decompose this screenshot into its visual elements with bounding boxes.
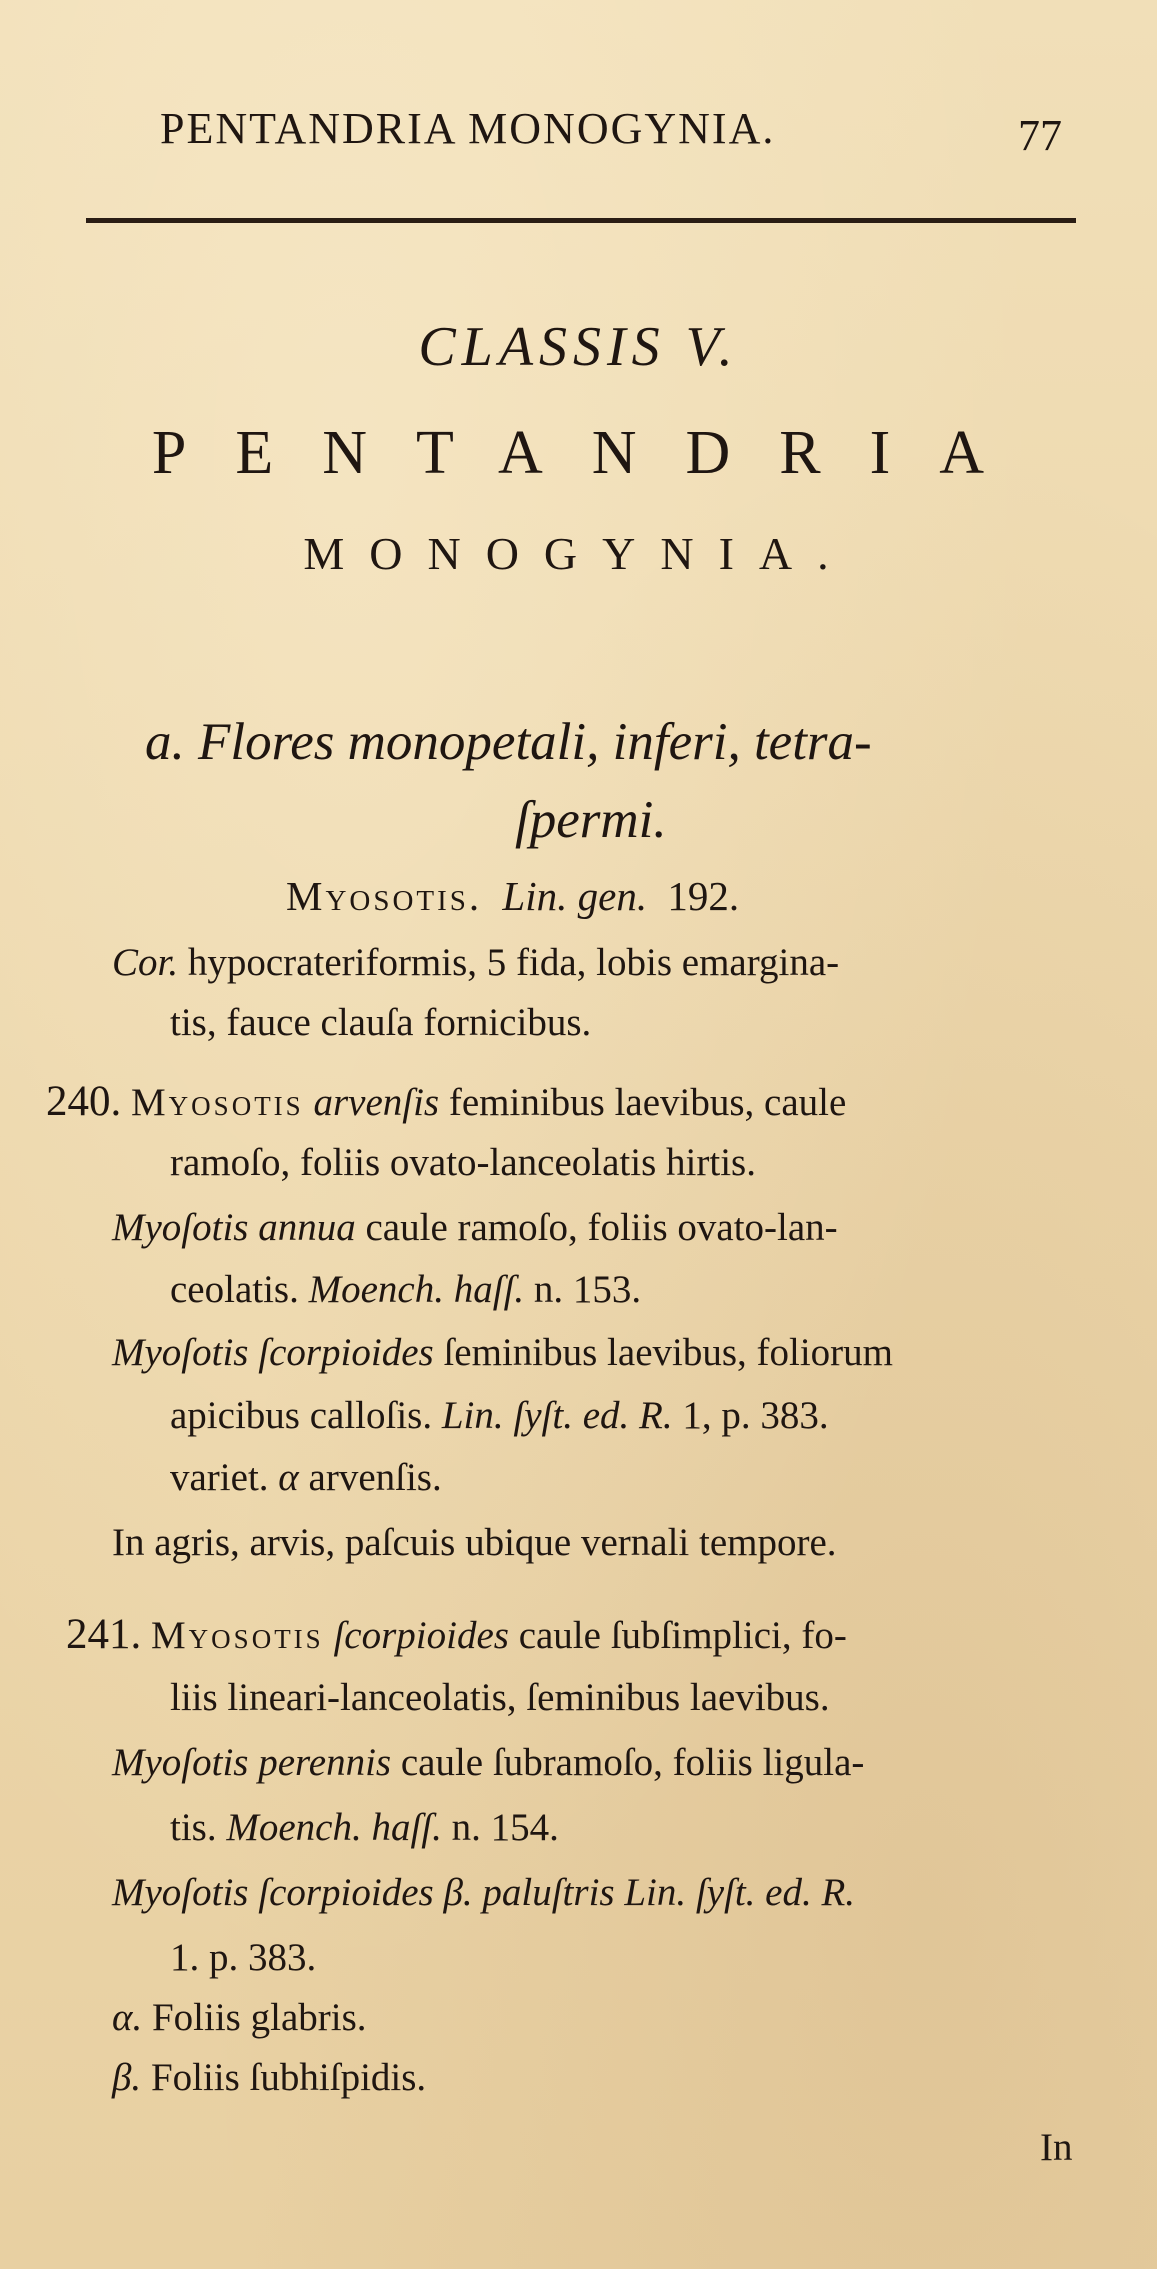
- entry-number: 240.: [46, 1078, 122, 1125]
- variety-letter: β.: [112, 2056, 142, 2099]
- order-name: MONOGYNIA.: [303, 528, 854, 579]
- entry-line: [112, 1205, 838, 1250]
- reference-number: n. 154.: [441, 1806, 559, 1849]
- variety-letter: α: [278, 1456, 299, 1499]
- page-number: 77: [1018, 111, 1062, 160]
- line-text: tis.: [170, 1806, 227, 1849]
- reference-number: 1, p. 383.: [672, 1394, 829, 1437]
- class-heading: CLASSIS V.: [418, 316, 739, 378]
- catchword: In: [1040, 2126, 1073, 2169]
- entry-241-header: [66, 1610, 847, 1659]
- section-heading-line1: a. Flores monopetali, inferi, tetra-: [145, 713, 872, 771]
- synonym-name: Myoſotis ſcorpioides β. paluſtris Lin. ſyſt. ed. R.: [112, 1871, 856, 1914]
- entry-line: [170, 1393, 829, 1438]
- line-text: ceolatis.: [170, 1268, 309, 1311]
- entry-line: [112, 1740, 864, 1785]
- reference-author: Moench. haſſ.: [226, 1806, 442, 1849]
- synonym-text: ſeminibus laevibus, foliorum: [433, 1331, 893, 1374]
- entry-240-header: [46, 1077, 846, 1126]
- genus-heading: [286, 872, 739, 920]
- variety-beta-line: [112, 2055, 426, 2100]
- variety-name: arvenſis.: [298, 1456, 442, 1499]
- variety-text: Foliis ſubhiſpidis.: [141, 2056, 427, 2099]
- synonym-name: Myoſotis ſcorpioides: [112, 1331, 434, 1374]
- entry-number: 241.: [66, 1611, 142, 1658]
- reference-number: n. 153.: [524, 1268, 642, 1311]
- entry-genus: Myosotis: [151, 1614, 324, 1657]
- genus-description-line2: tis, fauce clauſa fornicibus.: [170, 1001, 592, 1044]
- synonym-name: Myoſotis annua: [112, 1206, 356, 1249]
- entry-genus: Myosotis: [131, 1081, 304, 1124]
- synonym-text: caule ramoſo, foliis ovato-lan-: [355, 1206, 838, 1249]
- corolla-text: hypocrateriformis, 5 fida, lobis emargina-: [187, 941, 840, 984]
- variety-text: Foliis glabris.: [142, 1996, 367, 2039]
- entry-line: [112, 1330, 893, 1375]
- line-text: variet.: [170, 1456, 279, 1499]
- genus-name: Myosotis.: [286, 873, 483, 919]
- entry-line: ramoſo, foliis ovato-lanceolatis hirtis.: [170, 1141, 756, 1184]
- class-name: PENTANDRIA: [151, 419, 1034, 487]
- entry-species: ſcorpioides: [333, 1614, 509, 1657]
- running-head: PENTANDRIA MONOGYNIA.: [160, 104, 776, 153]
- corolla-label: Cor.: [112, 941, 179, 984]
- habitat-line: In agris, arvis, paſcuis ubique vernali tempore.: [112, 1521, 837, 1564]
- entry-species: arvenſis: [313, 1081, 440, 1124]
- entry-description: caule ſubſimplici, fo-: [518, 1614, 847, 1657]
- genus-reference: Lin. gen.: [502, 873, 648, 919]
- section-heading-line2: ſpermi.: [515, 791, 667, 849]
- line-text: apicibus calloſis.: [170, 1394, 442, 1437]
- entry-line: [170, 1267, 641, 1312]
- synonym-text: caule ſubramoſo, foliis ligula-: [391, 1741, 865, 1784]
- genus-number: 192.: [667, 873, 740, 919]
- entry-line: [112, 1870, 855, 1915]
- reference-author: Moench. haſſ.: [308, 1268, 525, 1311]
- entry-line: 1. p. 383.: [170, 1936, 317, 1979]
- variety-letter: α.: [112, 1996, 143, 2039]
- entry-line: liis lineari-lanceolatis, ſeminibus laevibus.: [170, 1676, 830, 1719]
- variety-alpha-line: [112, 1995, 367, 2040]
- entry-line: [170, 1805, 559, 1850]
- genus-description-line1: [112, 940, 839, 985]
- header-rule: [86, 218, 1076, 223]
- reference-author: Lin. ſyſt. ed. R.: [441, 1394, 673, 1437]
- synonym-name: Myoſotis perennis: [112, 1741, 392, 1784]
- entry-description: feminibus laevibus, caule: [448, 1081, 847, 1124]
- entry-line: [170, 1455, 442, 1500]
